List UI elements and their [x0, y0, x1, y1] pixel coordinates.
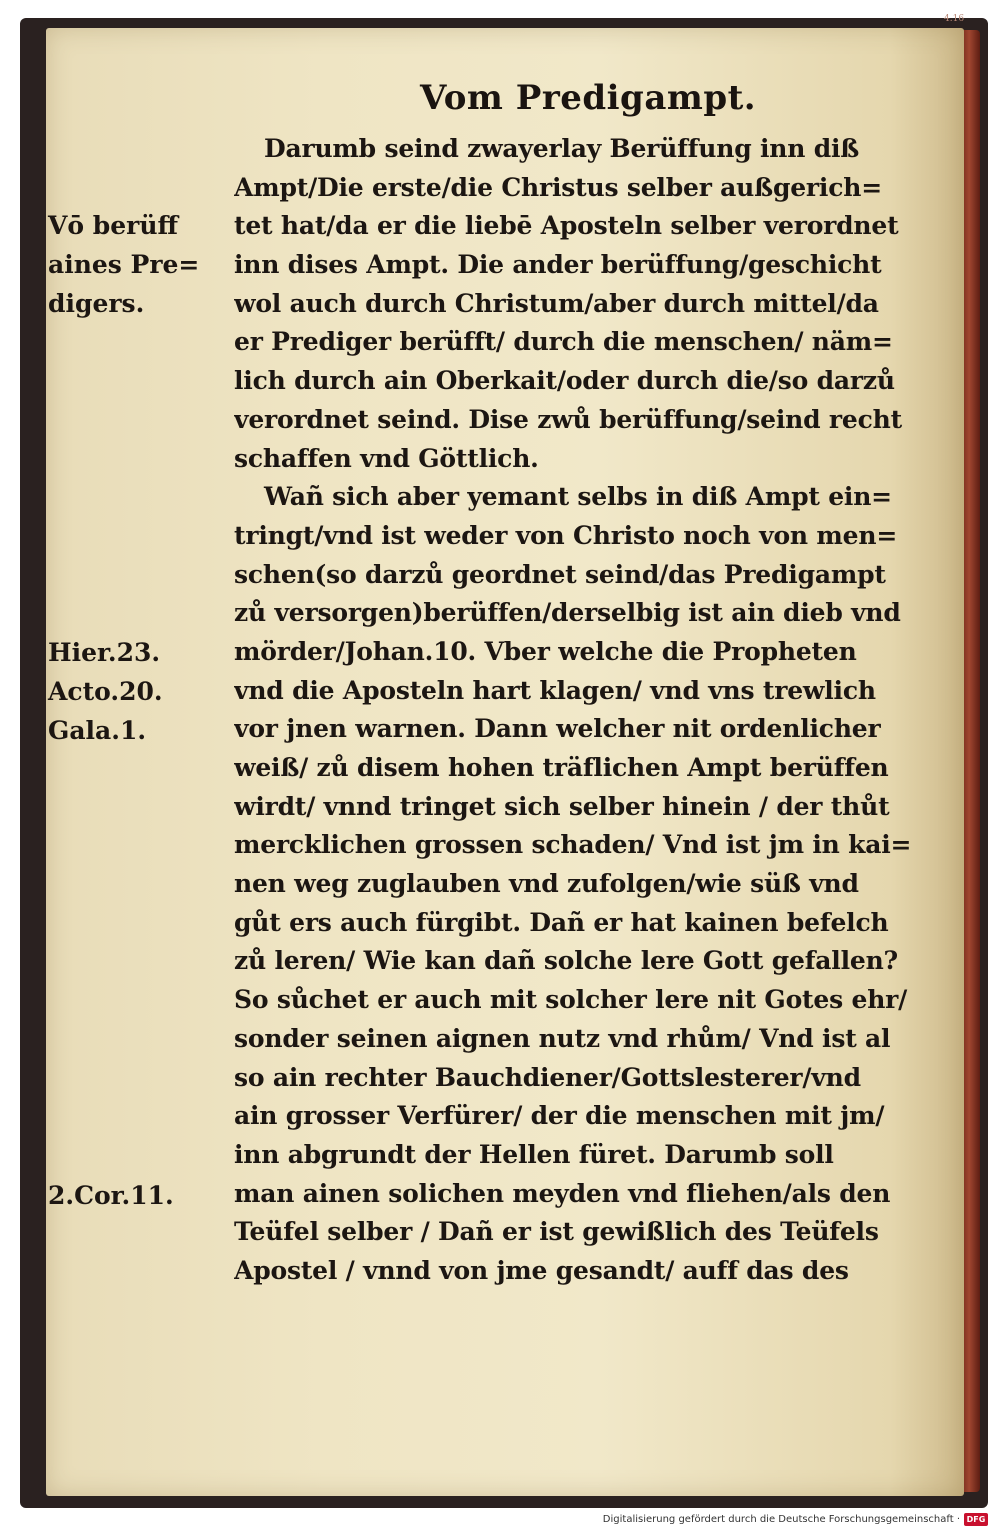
text-line: sonder seinen aignen nutz vnd rhům/ Vnd ist al — [234, 1023, 891, 1053]
book-edge — [962, 30, 980, 1492]
margin-note: digers. — [48, 289, 145, 318]
text-line: Teüfel selber / Dañ er ist gewißlich des Teüfels — [234, 1217, 879, 1247]
footer-credit: Digitalisierung gefördert durch die Deutsche Forschungsgemeinschaft · — [602, 1514, 960, 1525]
main-text-block — [234, 130, 934, 1291]
text-line: tringt/vnd ist weder von Christo noch von men= — [234, 520, 898, 550]
margin-note: Hier.23. — [48, 638, 161, 667]
text-line: wirdt/ vnnd tringet sich selber hinein / der thůt — [234, 791, 890, 821]
text-line: so ain rechter Bauchdiener/Gottslesterer/vnd — [234, 1062, 861, 1092]
text-line: gůt ers auch fürgibt. Dañ er hat kainen befelch — [234, 907, 889, 937]
text-line: tet hat/da er die liebē Aposteln selber verordnet — [234, 211, 899, 241]
text-line: lich durch ain Oberkait/oder durch die/so darzů — [234, 366, 895, 396]
text-line: inn abgrundt der Hellen füret. Darumb soll — [234, 1139, 834, 1169]
text-line: nen weg zuglauben vnd zufolgen/wie süß vnd — [234, 869, 859, 899]
text-line: Wañ sich aber yemant selbs in diß Ampt ein= — [264, 482, 892, 512]
running-head: Vom Predigampt. — [420, 78, 757, 118]
text-line: mörder/Johan.10. Vber welche die Propheten — [234, 636, 857, 666]
text-line: wol auch durch Christum/aber durch mittel/da — [234, 288, 879, 318]
margin-note: 2.Cor.11. — [48, 1181, 174, 1210]
margin-note: aines Pre= — [48, 250, 200, 279]
margin-note: Acto.20. — [48, 677, 163, 706]
text-line: zů leren/ Wie kan dañ solche lere Gott gefallen? — [234, 946, 898, 976]
text-line: vnd die Aposteln hart klagen/ vnd vns trewlich — [234, 675, 876, 705]
corner-mark: 4.16 — [944, 14, 965, 24]
text-line: er Prediger berüfft/ durch die menschen/ näm= — [234, 327, 893, 357]
text-line: Ampt/Die erste/die Christus selber außgerich= — [234, 172, 882, 202]
text-line: So sůchet er auch mit solcher lere nit Gotes ehr/ — [234, 985, 908, 1015]
text-line: schaffen vnd Göttlich. — [234, 443, 539, 473]
text-line: Darumb seind zwayerlay Berüffung inn diß — [264, 134, 860, 163]
text-line: verordnet seind. Dise zwů berüffung/seind recht — [234, 404, 902, 434]
text-line: man ainen solichen meyden vnd fliehen/als den — [234, 1178, 891, 1208]
text-line: inn dises Ampt. Die ander berüffung/geschicht — [234, 250, 882, 280]
dfg-logo-icon: DFG — [964, 1513, 988, 1526]
text-line: Apostel / vnnd von jme gesandt/ auff das des — [234, 1255, 849, 1285]
text-line: vor jnen warnen. Dann welcher nit ordenlicher — [234, 714, 881, 744]
margin-note: Gala.1. — [48, 716, 147, 745]
text-line: zů versorgen)berüffen/derselbig ist ain dieb vnd — [234, 598, 901, 628]
text-line: weiß/ zů disem hohen träflichen Ampt berüffen — [234, 753, 889, 782]
margin-note: Vō berüff — [48, 211, 179, 240]
text-line: ain grosser Verfürer/ der die menschen mit jm/ — [234, 1101, 885, 1131]
text-line: mercklichen grossen schaden/ Vnd ist jm in kai= — [234, 830, 912, 860]
text-line: schen(so darzů geordnet seind/das Predigampt — [234, 559, 886, 589]
